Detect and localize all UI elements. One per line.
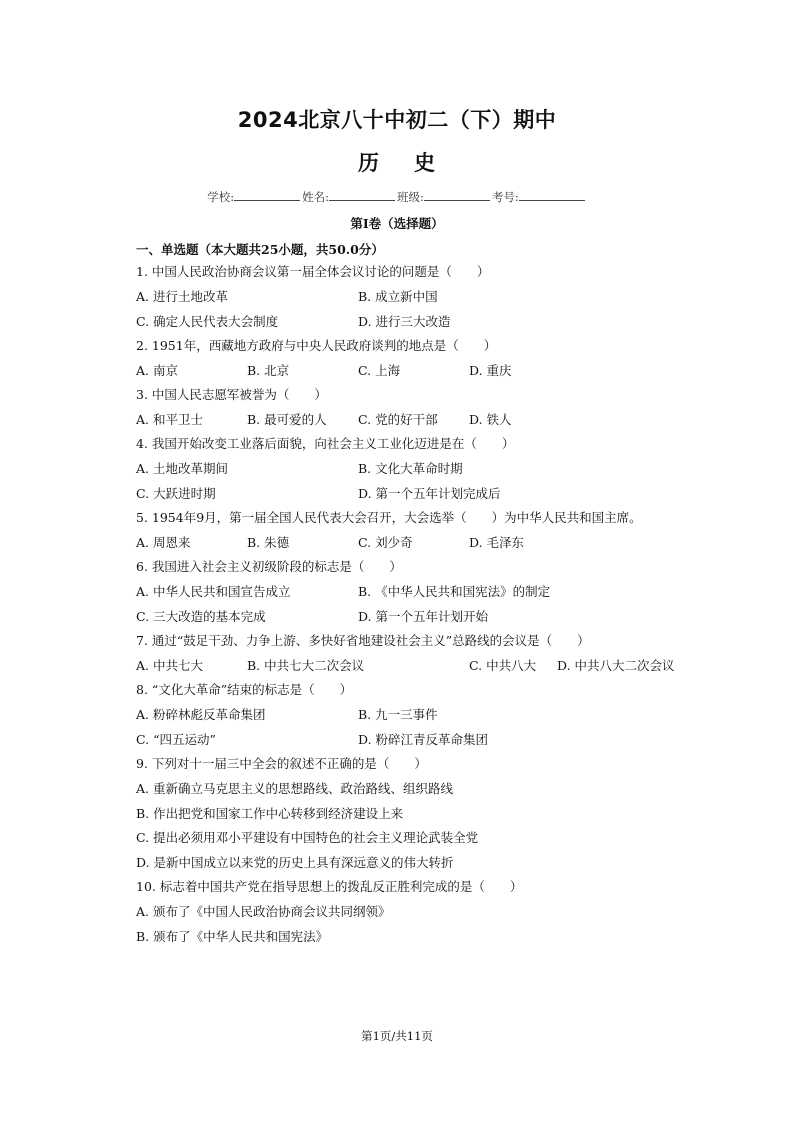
question-4: 4. 我国开始改变工业落后面貌，向社会主义工业化迈进是在（ ） <box>136 436 515 451</box>
q6-option-b: B. 《中华人民共和国宪法》的制定 <box>358 584 551 599</box>
q2-option-d: D. 重庆 <box>469 363 512 378</box>
q7-option-c: C. 中共八大 <box>469 658 537 673</box>
section-heading: 一、单选题（本大题共25小题，共50.0分） <box>136 242 384 257</box>
q4-option-b: B. 文化大革命时期 <box>358 461 463 476</box>
q1-option-b: B. 成立新中国 <box>358 289 438 304</box>
q1-option-d: D. 进行三大改造 <box>358 314 451 329</box>
q10-option-b: B. 颁布了《中华人民共和国宪法》 <box>136 929 329 944</box>
q2-option-a: A. 南京 <box>136 363 178 378</box>
q4-option-a: A. 土地改革期间 <box>136 461 228 476</box>
question-8: 8. “文化大革命”结束的标志是（ ） <box>136 682 353 697</box>
student-info-line <box>0 189 794 205</box>
page-number: 第1页/共11页 <box>361 1029 433 1043</box>
exam-number-label: 考号: <box>491 190 519 204</box>
q7-option-a: A. 中共七大 <box>136 658 203 673</box>
exam-title: 2024北京八十中初二（下）期中 <box>237 108 557 132</box>
q6-option-d: D. 第一个五年计划开始 <box>358 609 489 624</box>
q3-option-d: D. 铁人 <box>469 412 512 427</box>
q3-option-c: C. 党的好干部 <box>358 412 438 427</box>
q1-option-c: C. 确定人民代表大会制度 <box>136 314 279 329</box>
q8-option-c: C. “四五运动” <box>136 732 216 747</box>
q2-option-c: C. 上海 <box>358 363 401 378</box>
q9-option-b: B. 作出把党和国家工作中心转移到经济建设上来 <box>136 806 404 821</box>
q8-option-d: D. 粉碎江青反革命集团 <box>358 732 489 747</box>
q3-option-a: A. 和平卫士 <box>136 412 203 427</box>
volume-heading: 第Ⅰ卷（选择题） <box>350 216 444 231</box>
q9-option-c: C. 提出必须用邓小平建设有中国特色的社会主义理论武装全党 <box>136 830 479 845</box>
question-1: 1. 中国人民政治协商会议第一届全体会议讨论的问题是（ ） <box>136 264 490 279</box>
q2-option-b: B. 北京 <box>247 363 290 378</box>
school-blank <box>234 190 300 201</box>
subject-char-2: 史 <box>414 151 436 175</box>
question-2: 2. 1951年，西藏地方政府与中央人民政府谈判的地点是（ ） <box>136 338 497 353</box>
q10-option-a: A. 颁布了《中国人民政治协商会议共同纲领》 <box>136 904 391 919</box>
subject-char-1: 历 <box>358 151 380 175</box>
q4-option-c: C. 大跃进时期 <box>136 486 216 501</box>
q3-option-b: B. 最可爱的人 <box>247 412 327 427</box>
q5-option-a: A. 周恩来 <box>136 535 191 550</box>
q6-option-a: A. 中华人民共和国宣告成立 <box>136 584 291 599</box>
name-blank <box>329 190 395 201</box>
q7-option-b: B. 中共七大二次会议 <box>247 658 365 673</box>
q1-option-a: A. 进行土地改革 <box>136 289 228 304</box>
q5-option-d: D. 毛泽东 <box>469 535 525 550</box>
question-3: 3. 中国人民志愿军被誉为（ ） <box>136 387 327 402</box>
q5-option-c: C. 刘少奇 <box>358 535 413 550</box>
exam-number-blank <box>519 190 585 201</box>
question-7: 7. 通过“鼓足干劲、力争上游、多快好省地建设社会主义”总路线的会议是（ ） <box>136 633 590 648</box>
q6-option-c: C. 三大改造的基本完成 <box>136 609 266 624</box>
school-label: 学校: <box>207 190 235 204</box>
class-blank <box>424 190 490 201</box>
subject-title <box>0 147 794 177</box>
name-label: 姓名: <box>302 190 329 204</box>
q9-option-d: D. 是新中国成立以来党的历史上具有深远意义的伟大转折 <box>136 855 454 870</box>
question-5: 5. 1954年9月，第一届全国人民代表大会召开，大会选举（ ）为中华人民共和国主席。 <box>136 510 642 525</box>
question-6: 6. 我国进入社会主义初级阶段的标志是（ ） <box>136 559 402 574</box>
q8-option-a: A. 粉碎林彪反革命集团 <box>136 707 266 722</box>
q5-option-b: B. 朱德 <box>247 535 290 550</box>
q7-option-d: D. 中共八大二次会议 <box>557 658 675 673</box>
q4-option-d: D. 第一个五年计划完成后 <box>358 486 501 501</box>
q9-option-a: A. 重新确立马克思主义的思想路线、政治路线、组织路线 <box>136 781 453 796</box>
question-9: 9. 下列对十一届三中全会的叙述不正确的是（ ） <box>136 756 427 771</box>
class-label: 班级: <box>397 190 424 204</box>
question-10: 10. 标志着中国共产党在指导思想上的拨乱反正胜利完成的是（ ） <box>136 879 523 894</box>
q8-option-b: B. 九一三事件 <box>358 707 438 722</box>
